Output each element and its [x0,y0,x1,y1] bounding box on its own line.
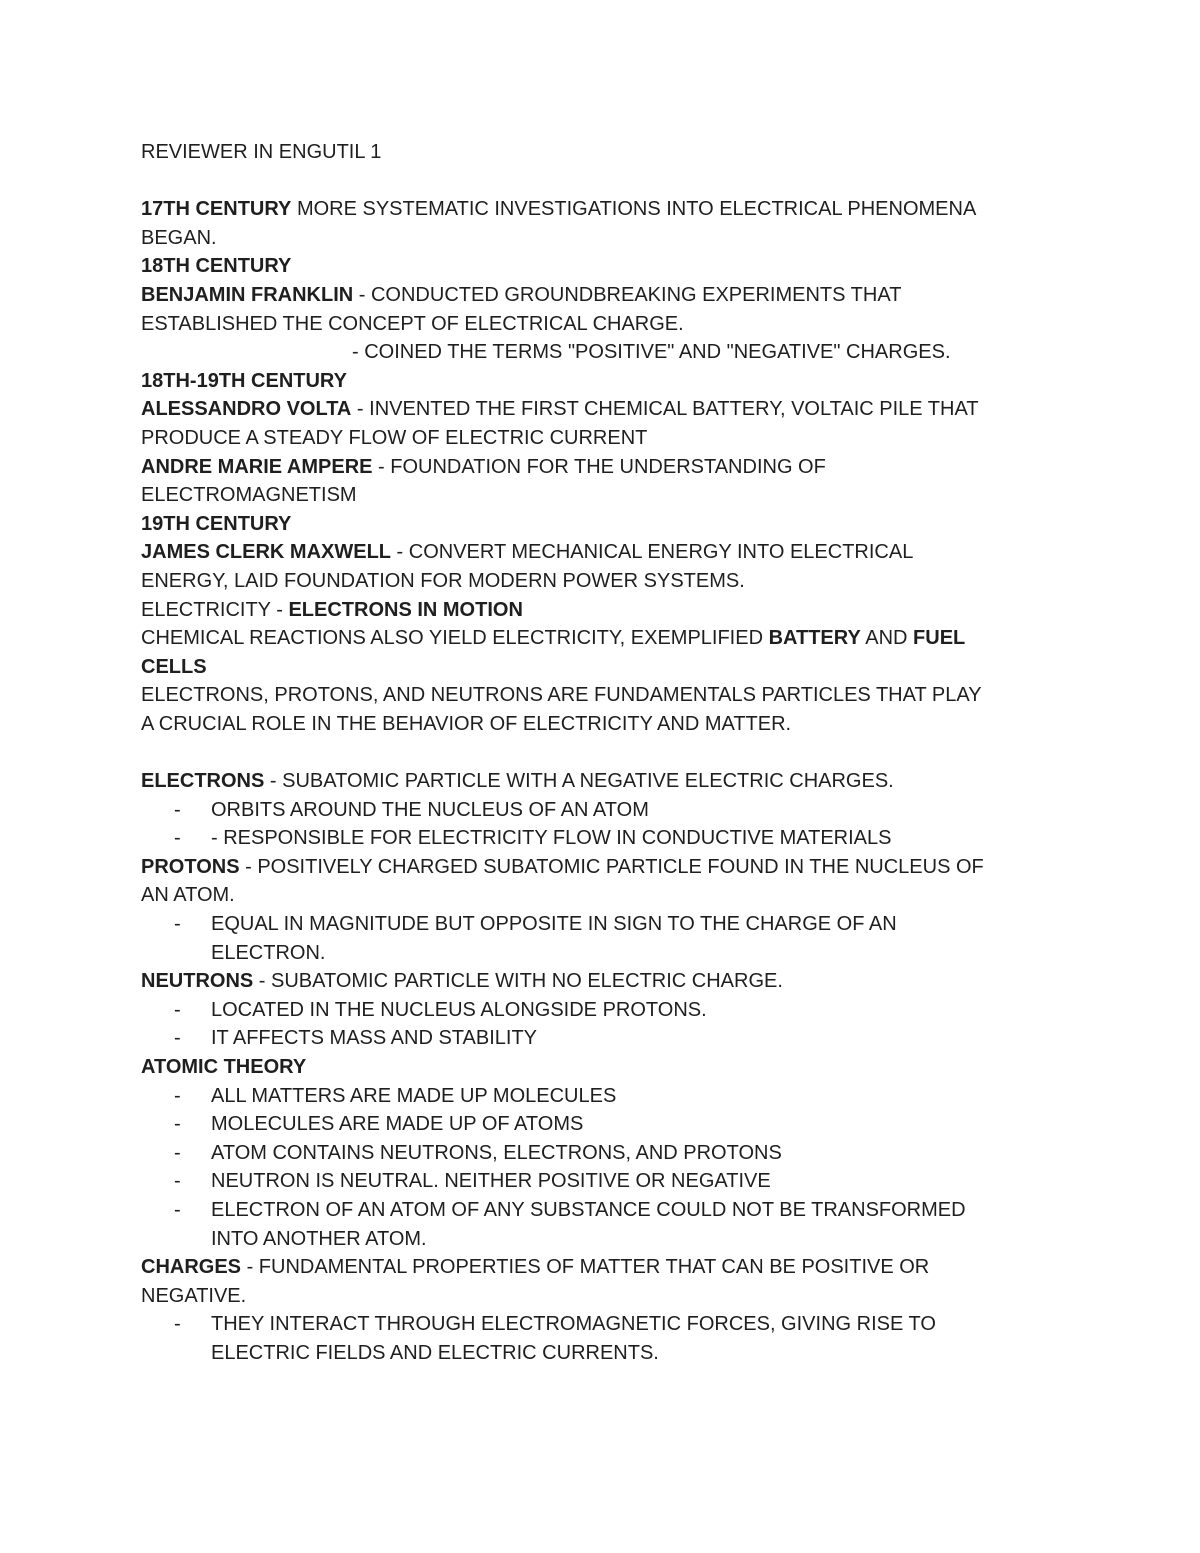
bullet-dash: - [174,798,181,821]
list-item [141,910,1061,967]
term-battery: BATTERY [768,627,861,650]
text-ampere-cont: ELECTROMAGNETISM [141,484,357,507]
text-chemical: CHEMICAL REACTIONS ALSO YIELD ELECTRICITY, EXEMPLIFIED [141,627,769,650]
document-page [141,138,1061,1368]
paragraph-maxwell [141,538,1061,567]
text-franklin: - CONDUCTED GROUNDBREAKING EXPERIMENTS THAT [353,283,902,306]
blank-line [141,167,1061,196]
bullet-dash: - [174,998,181,1021]
term-fuel: FUEL [913,627,966,650]
bullet-dash: - [174,1027,181,1050]
paragraph-charges [141,1253,1061,1282]
term-cells: CELLS [141,655,207,678]
def-neutrons: - SUBATOMIC PARTICLE WITH NO ELECTRIC CHARGE. [253,970,783,993]
text-volta: - INVENTED THE FIRST CHEMICAL BATTERY, VOLTAIC PILE THAT [351,398,979,421]
list-item [141,1196,1061,1253]
paragraph-electrons [141,767,1061,796]
text-particles: ELECTRONS, PROTONS, AND NEUTRONS ARE FUNDAMENTALS PARTICLES THAT PLAY [141,684,982,707]
name-electrons: ELECTRONS [141,770,265,793]
name-volta: ALESSANDRO VOLTA [141,398,352,421]
heading-18th-century: 18TH CENTURY [141,255,292,278]
heading-18th-19th-century: 18TH-19TH CENTURY [141,369,347,392]
text-and: AND [860,627,914,650]
list-item [141,1310,1061,1367]
def-protons-cont: AN ATOM. [141,884,235,907]
name-maxwell: JAMES CLERK MAXWELL [141,541,391,564]
text-maxwell: - CONVERT MECHANICAL ENERGY INTO ELECTRICAL [391,541,914,564]
heading-17th-century: 17TH CENTURY [141,198,292,221]
bullet-text-cont: ELECTRON. [211,941,326,964]
text-maxwell-cont: ENERGY, LAID FOUNDATION FOR MODERN POWER SYSTEMS. [141,569,745,592]
text-17th-century: MORE SYSTEMATIC INVESTIGATIONS INTO ELECTRICAL PHENOMENA [291,198,977,221]
text-ampere: - FOUNDATION FOR THE UNDERSTANDING OF [372,455,826,478]
def-electrons: - SUBATOMIC PARTICLE WITH A NEGATIVE ELECTRIC CHARGES. [264,770,894,793]
bullet-dash: - [174,1084,181,1107]
bullet-text: ALL MATTERS ARE MADE UP MOLECULES [211,1084,617,1107]
paragraph-electricity [141,596,1061,625]
bullet-text: NEUTRON IS NEUTRAL. NEITHER POSITIVE OR NEGATIVE [211,1170,771,1193]
label-electricity: ELECTRICITY - [141,598,289,621]
bullet-text: ATOM CONTAINS NEUTRONS, ELECTRONS, AND PROTONS [211,1141,782,1164]
bullet-text: LOCATED IN THE NUCLEUS ALONGSIDE PROTONS. [211,998,707,1021]
bullet-dash: - [174,1198,181,1221]
paragraph-17th-century [141,195,1061,224]
blank-line [141,738,1061,767]
name-protons: PROTONS [141,855,240,878]
document-title: REVIEWER IN ENGUTIL 1 [141,141,382,163]
bullet-text: EQUAL IN MAGNITUDE BUT OPPOSITE IN SIGN TO THE CHARGE OF AN [211,913,897,936]
paragraph-chemical [141,624,1061,653]
bullet-text: - RESPONSIBLE FOR ELECTRICITY FLOW IN CONDUCTIVE MATERIALS [211,827,892,850]
paragraph-volta [141,395,1061,424]
bullet-text: ELECTRON OF AN ATOM OF ANY SUBSTANCE COULD NOT BE TRANSFORMED [211,1198,966,1221]
def-protons: - POSITIVELY CHARGED SUBATOMIC PARTICLE FOUND IN THE NUCLEUS OF [239,855,984,878]
def-electricity: ELECTRONS IN MOTION [288,598,523,621]
bullet-text: THEY INTERACT THROUGH ELECTROMAGNETIC FORCES, GIVING RISE TO [211,1313,936,1336]
bullet-text: IT AFFECTS MASS AND STABILITY [211,1027,537,1050]
bullet-dash: - [174,1170,181,1193]
list-item [141,796,1061,825]
def-charges-cont: NEGATIVE. [141,1284,247,1307]
bullet-text-cont: INTO ANOTHER ATOM. [211,1227,427,1250]
list-item [141,1139,1061,1168]
paragraph-ampere [141,453,1061,482]
list-item [141,996,1061,1025]
text-franklin-coined: - COINED THE TERMS "POSITIVE" AND "NEGATIVE" CHARGES. [352,341,951,364]
bullet-dash: - [174,1313,181,1336]
bullet-dash: - [174,1141,181,1164]
text-franklin-cont: ESTABLISHED THE CONCEPT OF ELECTRICAL CHARGE. [141,312,684,335]
heading-atomic-theory: ATOMIC THEORY [141,1056,307,1078]
bullet-text: MOLECULES ARE MADE UP OF ATOMS [211,1113,584,1136]
bullet-dash: - [174,913,181,936]
bullet-text: ORBITS AROUND THE NUCLEUS OF AN ATOM [211,798,649,821]
name-neutrons: NEUTRONS [141,970,254,993]
list-item [141,1167,1061,1196]
heading-19th-century: 19TH CENTURY [141,512,292,535]
paragraph-franklin [141,281,1061,310]
paragraph-protons [141,853,1061,882]
paragraph-neutrons [141,967,1061,996]
bullet-text-cont: ELECTRIC FIELDS AND ELECTRIC CURRENTS. [211,1341,659,1364]
text-17th-century-cont: BEGAN. [141,226,217,249]
list-item [141,1024,1061,1053]
text-particles-cont: A CRUCIAL ROLE IN THE BEHAVIOR OF ELECTRICITY AND MATTER. [141,712,792,735]
name-ampere: ANDRE MARIE AMPERE [141,455,373,478]
name-charges: CHARGES [141,1256,242,1279]
list-item [141,1110,1061,1139]
name-franklin: BENJAMIN FRANKLIN [141,283,354,306]
list-item [141,824,1061,853]
def-charges: - FUNDAMENTAL PROPERTIES OF MATTER THAT CAN BE POSITIVE OR [241,1256,930,1279]
bullet-dash: - [174,827,181,850]
bullet-dash: - [174,1113,181,1136]
list-item [141,1082,1061,1111]
text-volta-cont: PRODUCE A STEADY FLOW OF ELECTRIC CURRENT [141,426,648,449]
